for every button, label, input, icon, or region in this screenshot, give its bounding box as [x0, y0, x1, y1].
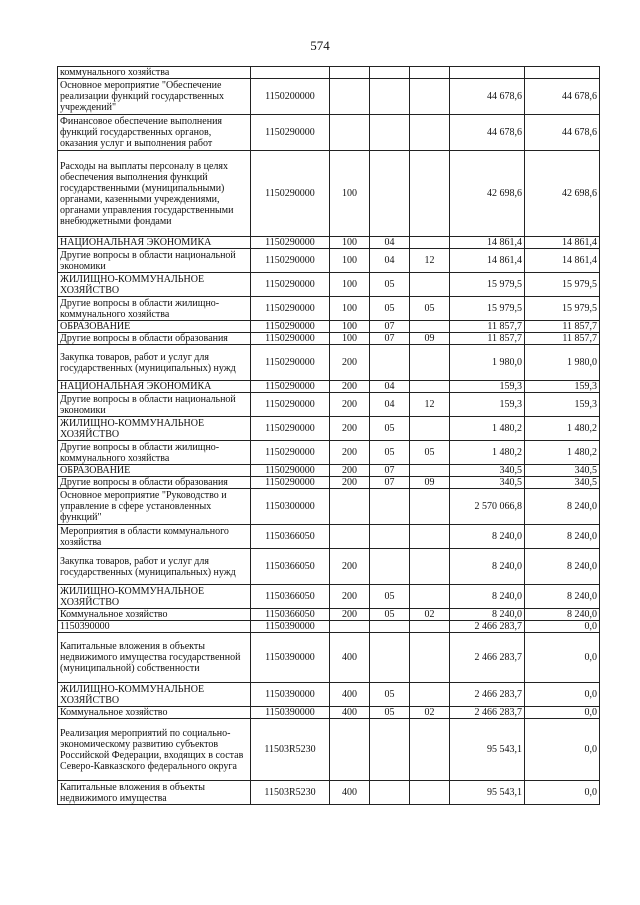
row-subsection — [410, 465, 450, 477]
row-subsection: 02 — [410, 707, 450, 719]
row-expense-type — [330, 719, 370, 781]
row-amount-2: 8 240,0 — [525, 489, 600, 525]
row-section: 05 — [370, 609, 410, 621]
row-amount-1 — [450, 67, 525, 79]
row-section: 04 — [370, 249, 410, 273]
row-target-code: 1150366050 — [251, 609, 330, 621]
row-amount-2: 11 857,7 — [525, 333, 600, 345]
row-expense-type — [330, 115, 370, 151]
table-row — [58, 273, 600, 297]
row-section: 05 — [370, 273, 410, 297]
row-section: 05 — [370, 683, 410, 707]
row-expense-type: 200 — [330, 477, 370, 489]
row-name: Реализация мероприятий по социально-экономическому развитию субъектов Российской Федерации, входящих в состав Северо-Кавказского федерального округа — [58, 719, 251, 781]
row-amount-1: 8 240,0 — [450, 549, 525, 585]
table-row — [58, 249, 600, 273]
row-subsection — [410, 781, 450, 805]
row-expense-type — [330, 79, 370, 115]
row-amount-2: 340,5 — [525, 465, 600, 477]
row-amount-2: 8 240,0 — [525, 585, 600, 609]
row-amount-1: 340,5 — [450, 477, 525, 489]
row-subsection — [410, 585, 450, 609]
row-expense-type: 100 — [330, 249, 370, 273]
row-target-code: 1150290000 — [251, 273, 330, 297]
row-amount-2: 0,0 — [525, 707, 600, 719]
row-target-code: 1150366050 — [251, 525, 330, 549]
row-expense-type: 100 — [330, 273, 370, 297]
row-section: 04 — [370, 393, 410, 417]
row-subsection: 09 — [410, 333, 450, 345]
table-row — [58, 417, 600, 441]
table-row — [58, 609, 600, 621]
row-subsection — [410, 633, 450, 683]
row-amount-1: 11 857,7 — [450, 333, 525, 345]
table-row — [58, 345, 600, 381]
table-row — [58, 781, 600, 805]
row-name: Другие вопросы в области национальной экономики — [58, 393, 251, 417]
row-target-code: 1150290000 — [251, 249, 330, 273]
row-subsection — [410, 381, 450, 393]
row-subsection — [410, 345, 450, 381]
row-amount-1: 95 543,1 — [450, 719, 525, 781]
row-expense-type: 200 — [330, 345, 370, 381]
row-section: 07 — [370, 333, 410, 345]
table-row — [58, 393, 600, 417]
row-amount-2: 340,5 — [525, 477, 600, 489]
row-name: Капитальные вложения в объекты недвижимого имущества государственной (муниципальной) собственности — [58, 633, 251, 683]
table-row — [58, 115, 600, 151]
table-row — [58, 321, 600, 333]
row-target-code: 1150290000 — [251, 151, 330, 237]
row-amount-1: 1 480,2 — [450, 441, 525, 465]
row-subsection — [410, 79, 450, 115]
row-amount-2: 8 240,0 — [525, 525, 600, 549]
row-name: Основное мероприятие "Обеспечение реализации функций государственных учреждений" — [58, 79, 251, 115]
row-expense-type: 100 — [330, 297, 370, 321]
row-target-code: 1150290000 — [251, 321, 330, 333]
row-name: ЖИЛИЩНО-КОММУНАЛЬНОЕ ХОЗЯЙСТВО — [58, 683, 251, 707]
row-section — [370, 633, 410, 683]
row-amount-1: 8 240,0 — [450, 585, 525, 609]
row-name: Другие вопросы в области образования — [58, 477, 251, 489]
budget-table — [57, 66, 600, 805]
row-amount-2: 0,0 — [525, 683, 600, 707]
row-name: ЖИЛИЩНО-КОММУНАЛЬНОЕ ХОЗЯЙСТВО — [58, 417, 251, 441]
row-amount-2: 14 861,4 — [525, 237, 600, 249]
row-target-code: 1150390000 — [251, 707, 330, 719]
row-name: Другие вопросы в области жилищно-коммунального хозяйства — [58, 297, 251, 321]
page-number: 574 — [310, 38, 330, 53]
table-row — [58, 79, 600, 115]
row-amount-1: 44 678,6 — [450, 79, 525, 115]
row-subsection: 12 — [410, 393, 450, 417]
row-amount-1: 14 861,4 — [450, 237, 525, 249]
row-section: 05 — [370, 417, 410, 441]
row-subsection — [410, 115, 450, 151]
row-subsection: 12 — [410, 249, 450, 273]
budget-table-body — [58, 67, 600, 805]
row-amount-1: 2 466 283,7 — [450, 621, 525, 633]
row-target-code: 1150390000 — [251, 621, 330, 633]
row-amount-1: 2 466 283,7 — [450, 707, 525, 719]
row-expense-type: 200 — [330, 381, 370, 393]
row-name: Другие вопросы в области образования — [58, 333, 251, 345]
row-name: Коммунальное хозяйство — [58, 609, 251, 621]
row-target-code: 1150290000 — [251, 237, 330, 249]
row-target-code: 1150290000 — [251, 393, 330, 417]
row-section — [370, 79, 410, 115]
row-section — [370, 525, 410, 549]
row-name: Коммунальное хозяйство — [58, 707, 251, 719]
row-expense-type: 200 — [330, 609, 370, 621]
row-amount-1: 14 861,4 — [450, 249, 525, 273]
row-name: ЖИЛИЩНО-КОММУНАЛЬНОЕ ХОЗЯЙСТВО — [58, 585, 251, 609]
row-section — [370, 345, 410, 381]
row-name: Другие вопросы в области жилищно-коммунального хозяйства — [58, 441, 251, 465]
row-section: 04 — [370, 381, 410, 393]
row-name: ЖИЛИЩНО-КОММУНАЛЬНОЕ ХОЗЯЙСТВО — [58, 273, 251, 297]
row-target-code: 1150300000 — [251, 489, 330, 525]
row-expense-type: 400 — [330, 683, 370, 707]
row-section — [370, 781, 410, 805]
table-row — [58, 719, 600, 781]
row-amount-1: 1 480,2 — [450, 417, 525, 441]
row-amount-2: 11 857,7 — [525, 321, 600, 333]
row-target-code: 1150200000 — [251, 79, 330, 115]
table-row — [58, 707, 600, 719]
table-row — [58, 525, 600, 549]
row-amount-1: 8 240,0 — [450, 609, 525, 621]
row-expense-type: 200 — [330, 441, 370, 465]
row-name: НАЦИОНАЛЬНАЯ ЭКОНОМИКА — [58, 237, 251, 249]
row-subsection — [410, 417, 450, 441]
row-name: Закупка товаров, работ и услуг для государственных (муниципальных) нужд — [58, 549, 251, 585]
row-section — [370, 67, 410, 79]
row-section — [370, 151, 410, 237]
row-section — [370, 719, 410, 781]
row-target-code: 1150290000 — [251, 297, 330, 321]
table-row — [58, 549, 600, 585]
row-amount-1: 42 698,6 — [450, 151, 525, 237]
table-row — [58, 297, 600, 321]
row-amount-1: 95 543,1 — [450, 781, 525, 805]
table-row — [58, 441, 600, 465]
row-subsection — [410, 151, 450, 237]
row-subsection — [410, 489, 450, 525]
row-expense-type: 200 — [330, 549, 370, 585]
row-amount-2: 15 979,5 — [525, 297, 600, 321]
row-section: 05 — [370, 297, 410, 321]
table-row — [58, 489, 600, 525]
row-amount-2: 1 480,2 — [525, 417, 600, 441]
row-name: Расходы на выплаты персоналу в целях обеспечения выполнения функций государственными (муниципальными) органами, казенными учреждениями, органами управления государственными внебюджетными фондами — [58, 151, 251, 237]
row-target-code: 1150390000 — [251, 683, 330, 707]
row-section: 05 — [370, 441, 410, 465]
row-amount-2: 44 678,6 — [525, 79, 600, 115]
row-expense-type — [330, 621, 370, 633]
row-amount-2: 14 861,4 — [525, 249, 600, 273]
row-target-code: 11503R5230 — [251, 781, 330, 805]
row-target-code: 1150366050 — [251, 549, 330, 585]
row-subsection — [410, 321, 450, 333]
row-amount-2: 159,3 — [525, 381, 600, 393]
row-section: 05 — [370, 585, 410, 609]
row-subsection — [410, 683, 450, 707]
row-subsection: 05 — [410, 297, 450, 321]
row-amount-1: 44 678,6 — [450, 115, 525, 151]
row-expense-type: 100 — [330, 237, 370, 249]
row-amount-2: 159,3 — [525, 393, 600, 417]
row-section: 04 — [370, 237, 410, 249]
row-amount-1: 159,3 — [450, 381, 525, 393]
row-target-code: 1150290000 — [251, 333, 330, 345]
row-name: ОБРАЗОВАНИЕ — [58, 465, 251, 477]
row-target-code: 1150290000 — [251, 417, 330, 441]
row-target-code: 1150366050 — [251, 585, 330, 609]
row-subsection — [410, 273, 450, 297]
row-amount-1: 2 466 283,7 — [450, 683, 525, 707]
row-amount-2: 0,0 — [525, 633, 600, 683]
row-target-code: 1150290000 — [251, 115, 330, 151]
row-subsection — [410, 67, 450, 79]
row-expense-type: 400 — [330, 633, 370, 683]
row-amount-2: 15 979,5 — [525, 273, 600, 297]
row-amount-2: 1 480,2 — [525, 441, 600, 465]
table-row — [58, 683, 600, 707]
row-amount-1: 2 466 283,7 — [450, 633, 525, 683]
row-target-code: 11503R5230 — [251, 719, 330, 781]
row-amount-2: 1 980,0 — [525, 345, 600, 381]
row-subsection: 02 — [410, 609, 450, 621]
row-expense-type: 200 — [330, 465, 370, 477]
row-target-code: 1150390000 — [251, 633, 330, 683]
row-amount-1: 8 240,0 — [450, 525, 525, 549]
row-section: 07 — [370, 465, 410, 477]
row-target-code: 1150290000 — [251, 441, 330, 465]
table-row — [58, 381, 600, 393]
row-amount-1: 11 857,7 — [450, 321, 525, 333]
row-subsection: 09 — [410, 477, 450, 489]
table-row — [58, 67, 600, 79]
row-subsection — [410, 525, 450, 549]
row-name: Финансовое обеспечение выполнения функций государственных органов, оказания услуг и выполнения работ — [58, 115, 251, 151]
row-target-code: 1150290000 — [251, 465, 330, 477]
row-target-code: 1150290000 — [251, 381, 330, 393]
row-section: 05 — [370, 707, 410, 719]
row-expense-type: 100 — [330, 321, 370, 333]
row-expense-type: 200 — [330, 393, 370, 417]
row-section: 07 — [370, 477, 410, 489]
row-section — [370, 549, 410, 585]
row-name: 1150390000 — [58, 621, 251, 633]
row-amount-2: 0,0 — [525, 781, 600, 805]
row-expense-type: 200 — [330, 585, 370, 609]
row-name: Капитальные вложения в объекты недвижимого имущества — [58, 781, 251, 805]
table-row — [58, 237, 600, 249]
row-expense-type: 100 — [330, 151, 370, 237]
row-amount-2 — [525, 67, 600, 79]
row-expense-type: 400 — [330, 781, 370, 805]
row-amount-2: 0,0 — [525, 719, 600, 781]
table-row — [58, 633, 600, 683]
row-section: 07 — [370, 321, 410, 333]
row-subsection — [410, 237, 450, 249]
row-name: коммунального хозяйства — [58, 67, 251, 79]
row-expense-type — [330, 489, 370, 525]
row-name: Основное мероприятие "Руководство и управление в сфере установленных функций" — [58, 489, 251, 525]
row-expense-type: 200 — [330, 417, 370, 441]
table-row — [58, 333, 600, 345]
row-name: Мероприятия в области коммунального хозяйства — [58, 525, 251, 549]
table-row — [58, 465, 600, 477]
row-target-code — [251, 67, 330, 79]
row-amount-2: 8 240,0 — [525, 609, 600, 621]
table-row — [58, 585, 600, 609]
row-subsection — [410, 719, 450, 781]
row-amount-2: 8 240,0 — [525, 549, 600, 585]
row-name: Другие вопросы в области национальной экономики — [58, 249, 251, 273]
row-subsection: 05 — [410, 441, 450, 465]
row-amount-1: 15 979,5 — [450, 297, 525, 321]
row-expense-type: 100 — [330, 333, 370, 345]
row-expense-type: 400 — [330, 707, 370, 719]
row-amount-2: 44 678,6 — [525, 115, 600, 151]
row-target-code: 1150290000 — [251, 477, 330, 489]
row-subsection — [410, 621, 450, 633]
row-amount-2: 42 698,6 — [525, 151, 600, 237]
row-amount-2: 0,0 — [525, 621, 600, 633]
row-name: НАЦИОНАЛЬНАЯ ЭКОНОМИКА — [58, 381, 251, 393]
row-subsection — [410, 549, 450, 585]
row-name: ОБРАЗОВАНИЕ — [58, 321, 251, 333]
row-expense-type — [330, 67, 370, 79]
row-amount-1: 1 980,0 — [450, 345, 525, 381]
row-amount-1: 15 979,5 — [450, 273, 525, 297]
row-name: Закупка товаров, работ и услуг для государственных (муниципальных) нужд — [58, 345, 251, 381]
row-section — [370, 621, 410, 633]
row-section — [370, 489, 410, 525]
row-target-code: 1150290000 — [251, 345, 330, 381]
table-row — [58, 477, 600, 489]
row-expense-type — [330, 525, 370, 549]
row-section — [370, 115, 410, 151]
row-amount-1: 2 570 066,8 — [450, 489, 525, 525]
table-row — [58, 151, 600, 237]
table-row — [58, 621, 600, 633]
row-amount-1: 340,5 — [450, 465, 525, 477]
row-amount-1: 159,3 — [450, 393, 525, 417]
